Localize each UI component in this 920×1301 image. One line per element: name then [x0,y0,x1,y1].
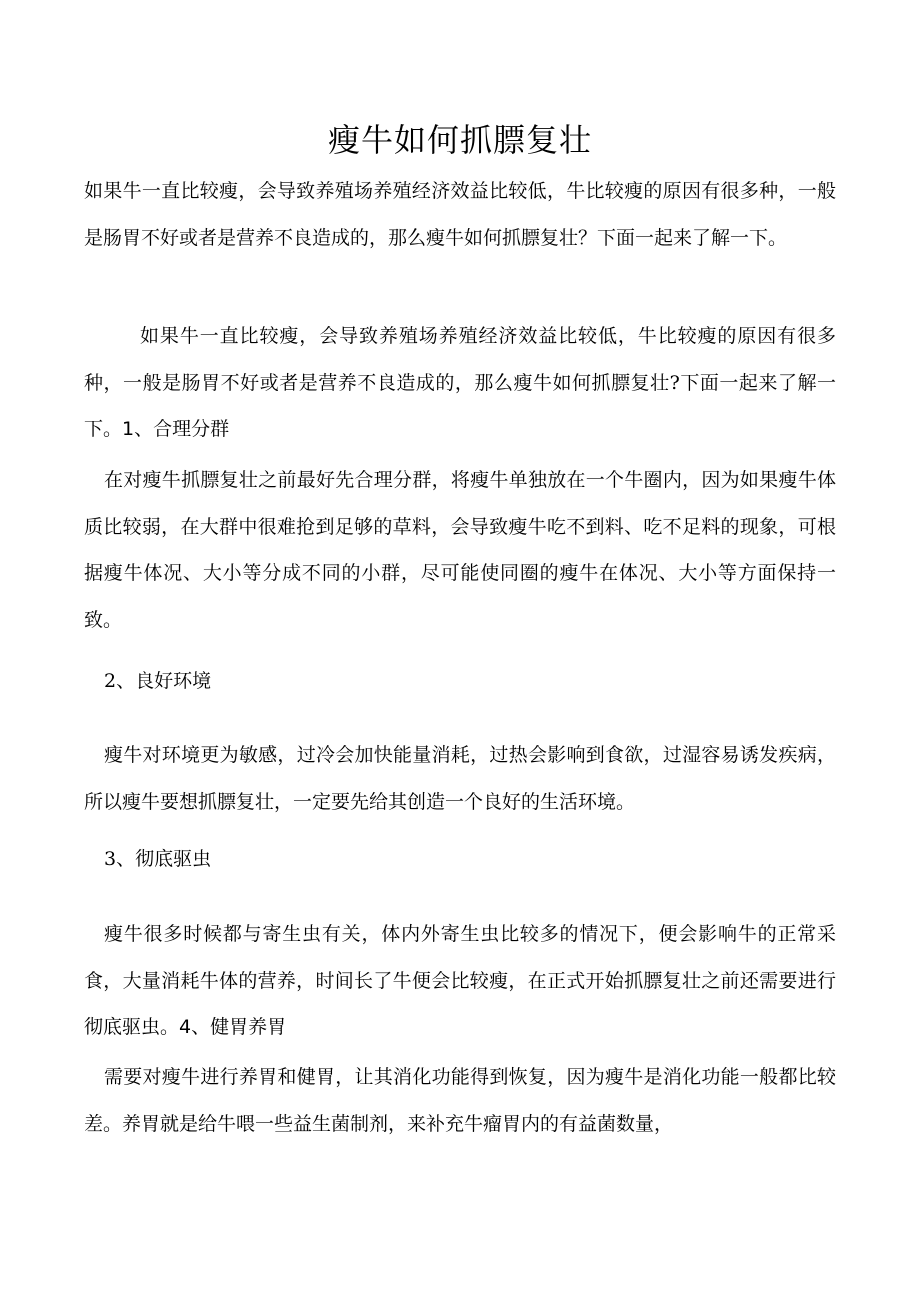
section-3-body: 瘦牛很多时候都与寄生虫有关，体内外寄生虫比较多的情况下，便会影响牛的正常采食，大量消耗牛体的营养，时间长了牛便会比较瘦，在正式开始抓膘复壮之前还需要进行彻底驱虫。 [84,923,836,1038]
section-2-body: 瘦牛对环境更为敏感，过冷会加快能量消耗，过热会影响到食欲，过湿容易诱发疾病，所以瘦牛要想抓膘复壮，一定要先给其创造一个良好的生活环境。 [84,744,836,813]
section-3-heading: 3、彻底驱虫 [104,848,212,870]
intro-paragraph: 如果牛一直比较瘦，会导致养殖场养殖经济效益比较低，牛比较瘦的原因有很多种，一般是肠胃不好或者是营养不良造成的，那么瘦牛如何抓膘复壮？下面一起来了解一下。 [84,180,836,249]
section-4-body: 需要对瘦牛进行养胃和健胃，让其消化功能得到恢复，因为瘦牛是消化功能一般都比较差。养胃就是给牛喂一些益生菌制剂，来补充牛瘤胃内的有益菌数量， [84,1066,836,1135]
section-1-body: 在对瘦牛抓膘复壮之前最好先合理分群，将瘦牛单独放在一个牛圈内，因为如果瘦牛体质比较弱，在大群中很难抢到足够的草料，会导致瘦牛吃不到料、吃不足料的现象，可根据瘦牛体况、大小等分成不同的小群，尽可能使同圈的瘦牛在体况、大小等方面保持一致。 [84,469,836,631]
intro-repeat-text: 如果牛一直比较瘦，会导致养殖场养殖经济效益比较低，牛比较瘦的原因有很多种，一般是肠胃不好或者是营养不良造成的，那么瘦牛如何抓膘复壮?下面一起来了解一下。 [84,325,836,440]
document-title: 瘦牛如何抓膘复壮 [327,121,592,159]
section-2-heading: 2、良好环境 [104,670,212,692]
intro-repeat-paragraph [84,313,836,453]
section-3-paragraph [84,911,836,1051]
section-4-heading: 4、健胃养胃 [179,1016,287,1038]
section-1-heading: 1、合理分群 [122,418,230,440]
